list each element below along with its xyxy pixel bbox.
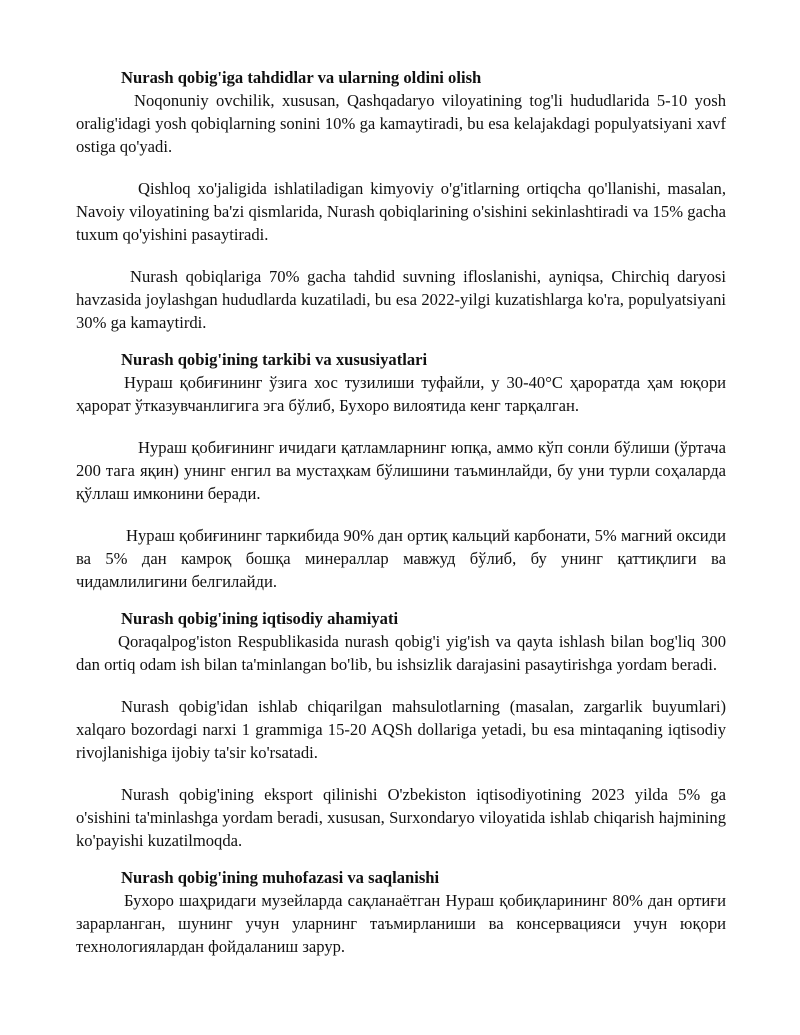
paragraph: Нураш қобиғининг таркибида 90% дан ортиқ кальций карбонати, 5% магний оксиди ва 5% дан камроқ бошқа минераллар мавжуд бўлиб, бу унинг қаттиқлиги ва чидамлилигини белгилайди. [76, 526, 726, 591]
paragraph: Nurash qobig'ining eksport qilinishi O'zbekiston iqtisodiyotining 2023 yilda 5% ga o'sishini ta'minlashga yordam beradi, xususan, Surxondaryo viloyatida ishlab chiqarish hajmining ko'payishi kuzatilmoqda. [76, 785, 726, 850]
section-composition [76, 348, 726, 593]
section-heading: Nurash qobig'ining muhofazasi va saqlanishi [121, 868, 440, 887]
section-heading: Nurash qobig'ining tarkibi va xususiyatlari [121, 350, 428, 369]
paragraph: Qoraqalpog'iston Respublikasida nurash qobig'i yig'ish va qayta ishlash bilan bog'liq 300 dan ortiq odam ish bilan ta'minlangan bo'lib, bu ishsizlik darajasini pasaytirishga yordam beradi. [76, 632, 726, 674]
paragraph: Нураш қобиғининг ўзига хос тузилиши туфайли, у 30-40°C ҳароратда ҳам юқори ҳарорат ўтказувчанлигига эга бўлиб, Бухоро вилоятида кенг тарқалган. [76, 373, 726, 415]
paragraph: Нураш қобиғининг ичидаги қатламларнинг юпқа, аммо кўп сонли бўлиши (ўртача 200 тага яқин) унинг енгил ва мустаҳкам бўлишини таъминлайди, бу уни турли соҳаларда қўллаш имконини беради. [76, 438, 726, 503]
section-heading: Nurash qobig'iga tahdidlar va ularning oldini olish [121, 68, 482, 87]
document-page [76, 66, 726, 977]
paragraph: Qishloq xo'jaligida ishlatiladigan kimyoviy o'g'itlarning ortiqcha qo'llanishi, masalan, Navoiy viloyatining ba'zi qismlarida, Nurash qobiqlarining o'sishini sekinlashtiradi va 15% gacha tuxum qo'yishini pasaytiradi. [76, 179, 726, 244]
section-threats [76, 66, 726, 334]
paragraph: Noqonuniy ovchilik, xususan, Qashqadaryo viloyatining tog'li hududlarida 5-10 yosh oralig'idagi yosh qobiqlarning sonini 10% ga kamaytiradi, bu esa kelajakdagi populyatsiyani xavf ostiga qo'yadi. [76, 91, 726, 156]
paragraph: Бухоро шаҳридаги музейларда сақланаётган Нураш қобиқларининг 80% дан ортиғи зарарланган, шунинг учун уларнинг таъмирланиши ва консервацияси учун юқори технологиялардан фойдаланиш зарур. [76, 891, 726, 956]
paragraph: Nurash qobiqlariga 70% gacha tahdid suvning ifloslanishi, ayniqsa, Chirchiq daryosi havzasida joylashgan hududlarda kuzatiladi, bu esa 2022-yilgi kuzatishlarga ko'ra, populyatsiyani 30% ga kamaytirdi. [76, 267, 726, 332]
section-protection [76, 866, 726, 958]
paragraph: Nurash qobig'idan ishlab chiqarilgan mahsulotlarning (masalan, zargarlik buyumlari) xalqaro bozordagi narxi 1 grammiga 15-20 AQSh dollariga yetadi, bu esa mintaqaning iqtisodiy rivojlanishiga ijobiy ta'sir ko'rsatadi. [76, 697, 726, 762]
section-heading: Nurash qobig'ining iqtisodiy ahamiyati [121, 609, 399, 628]
section-economic-importance [76, 607, 726, 852]
